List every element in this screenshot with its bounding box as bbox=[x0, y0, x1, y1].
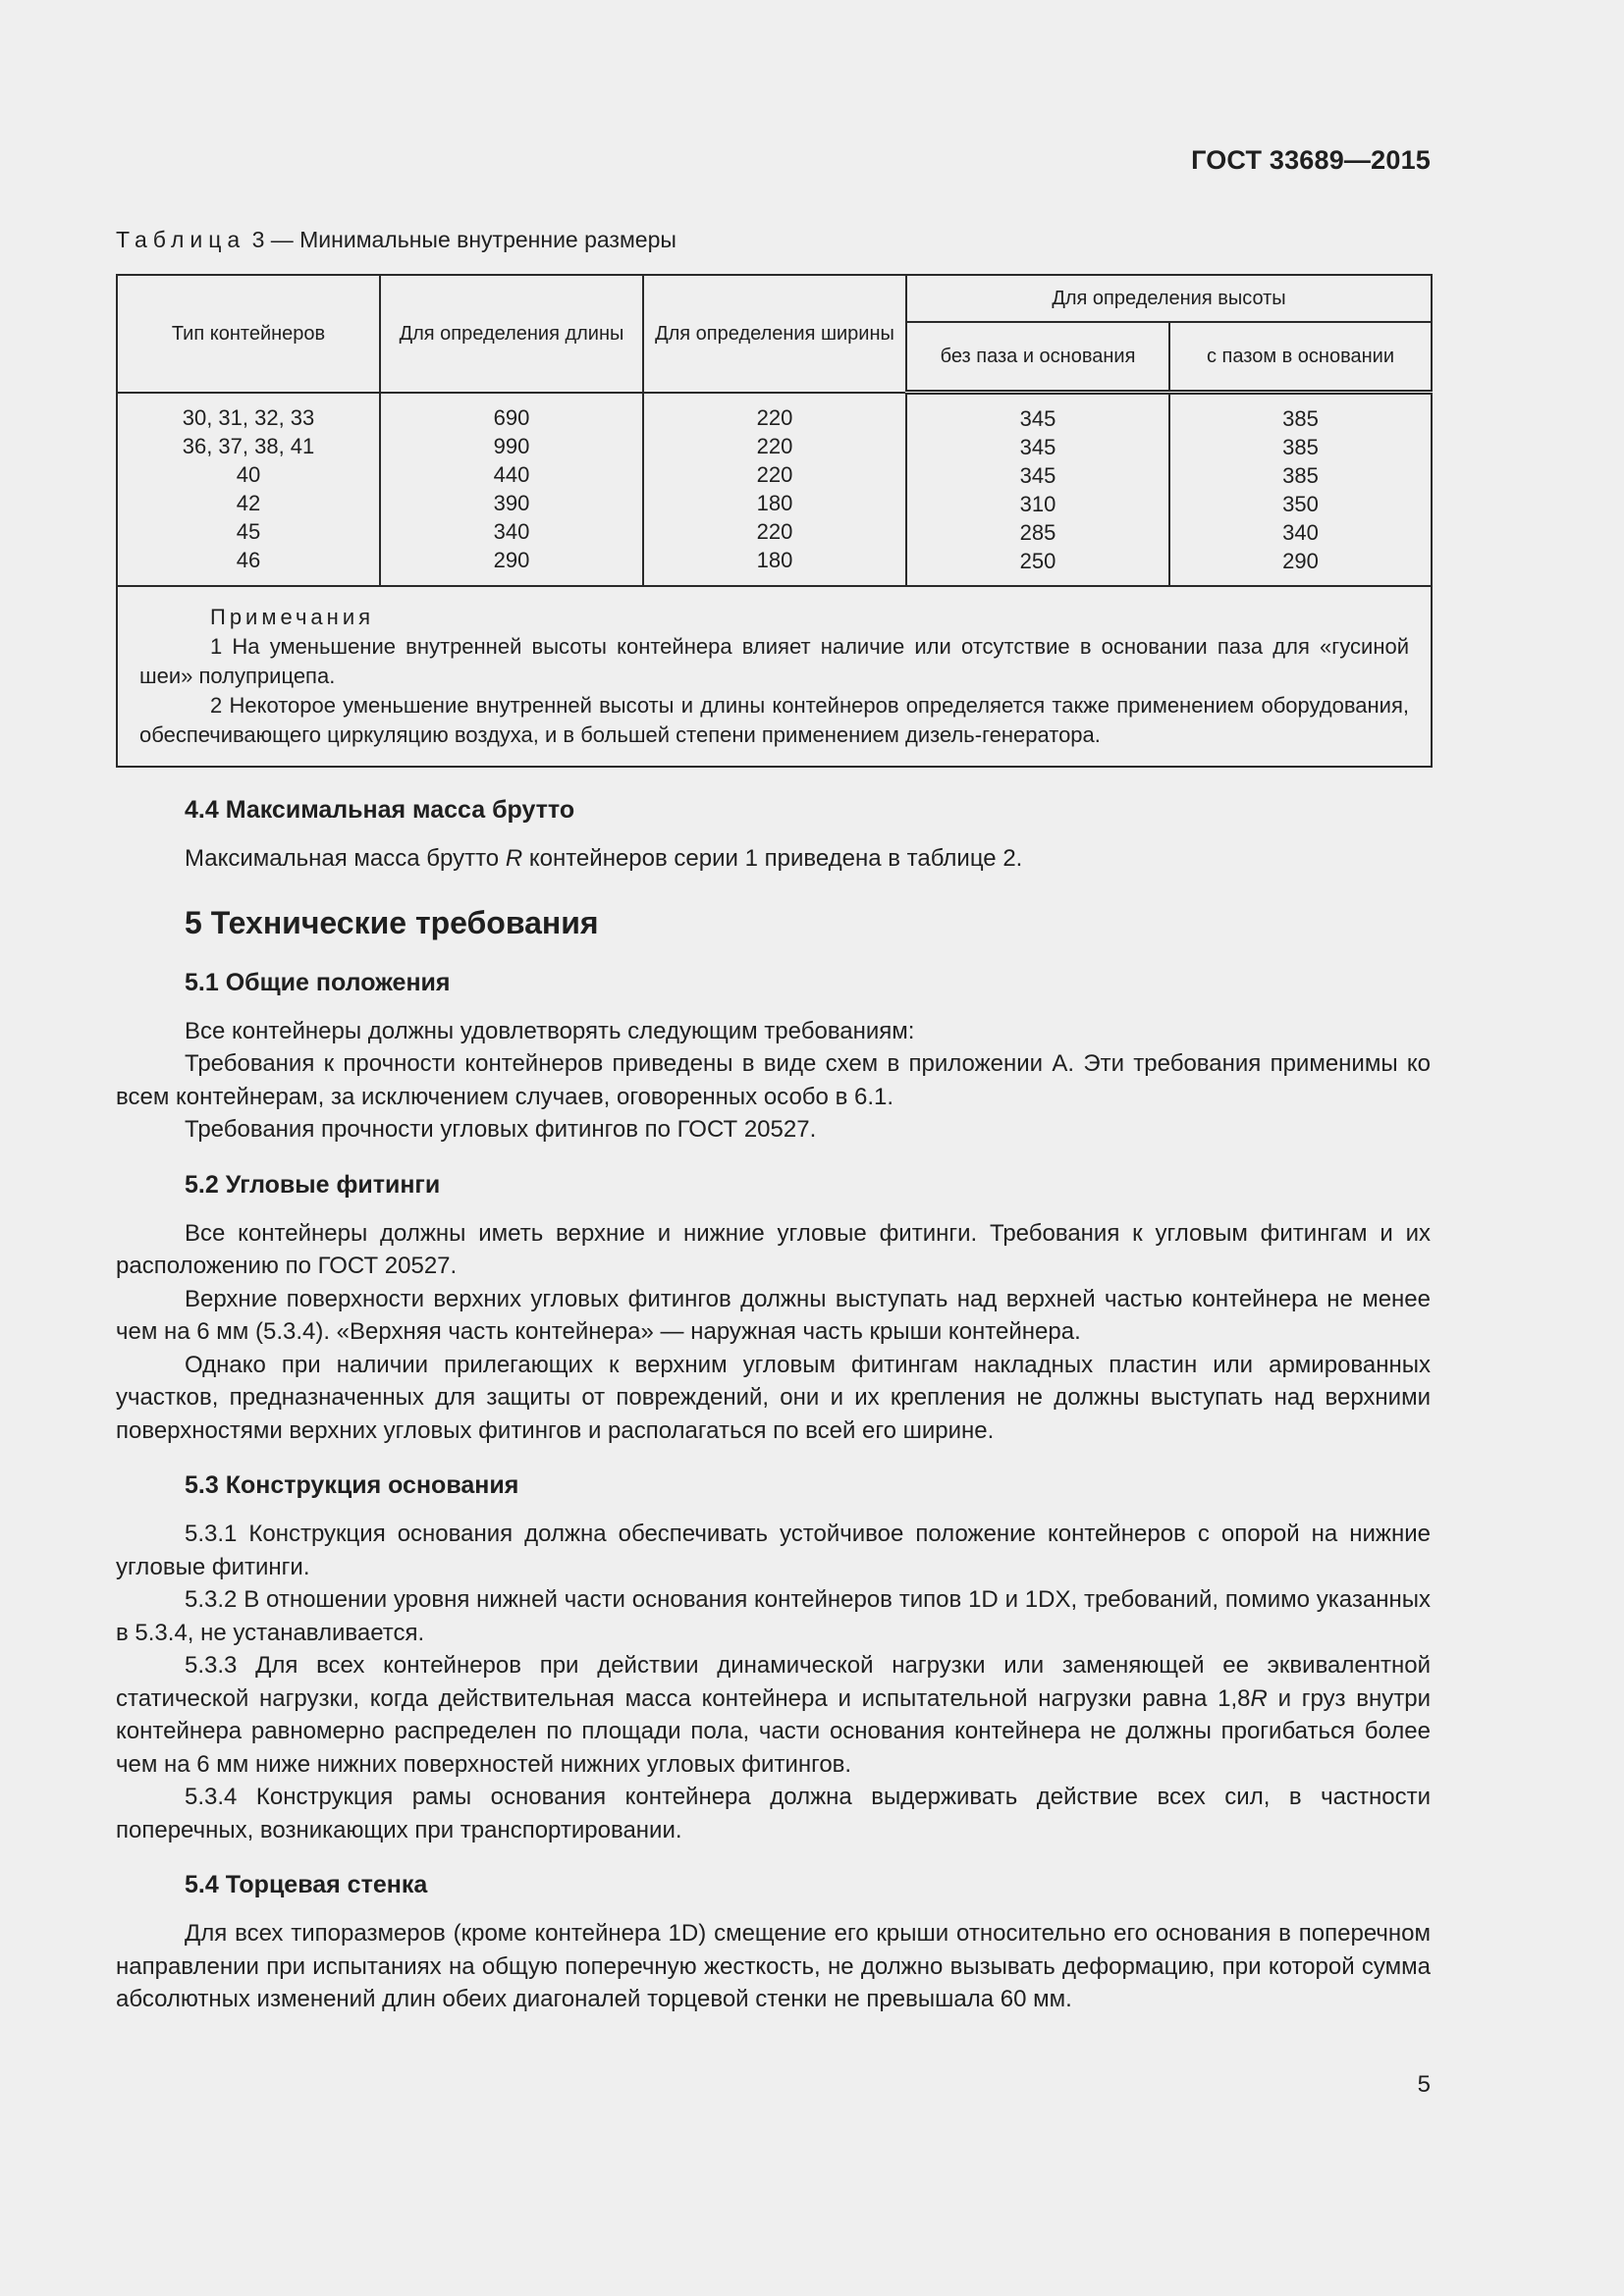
paragraph: Верхние поверхности верхних угловых фитингов должны выступать над верхней частью контейнера не менее чем на 6 мм (5.3.4). «Верхняя часть контейнера» — наружная часть крыши контейнера. bbox=[116, 1285, 1431, 1345]
table-cell: 385 bbox=[1282, 406, 1319, 431]
section-4-4-heading: 4.4 Максимальная масса брутто bbox=[185, 796, 575, 824]
table-cell: 690 bbox=[493, 404, 530, 430]
table-cell: 220 bbox=[756, 461, 793, 487]
table-cell: 46 bbox=[236, 547, 261, 572]
note-item: 2 Некоторое уменьшение внутренней высоты и длины контейнеров определяется также применением оборудования, обеспечивающего циркуляцию воздуха, и в большей степени применением дизель-генератора. bbox=[139, 693, 1409, 747]
section-5-1-heading: 5.1 Общие положения bbox=[185, 968, 451, 996]
section-5-3-heading: 5.3 Конструкция основания bbox=[185, 1471, 519, 1499]
paragraph-5-3-3 bbox=[116, 1649, 1431, 1781]
text-fragment: 5.3.3 Для всех контейнеров при действии динамической нагрузки или заменяющей ее эквивалентной статической нагрузки, когда действительная масса контейнера и испытательной нагрузки равна 1,8 bbox=[116, 1652, 1431, 1712]
table-cell: 345 bbox=[1019, 406, 1056, 431]
header-width: Для определения ширины bbox=[643, 275, 906, 393]
paragraph: Все контейнеры должны иметь верхние и нижние угловые фитинги. Требования к угловым фитингам и их расположению по ГОСТ 20527. bbox=[116, 1219, 1431, 1279]
column-height-with-groove bbox=[1169, 393, 1432, 587]
paragraph: Требования к прочности контейнеров приведены в виде схем в приложении А. Эти требования применимы ко всем контейнерам, за исключением случаев, оговоренных особо в 6.1. bbox=[116, 1050, 1431, 1110]
table-cell: 990 bbox=[493, 433, 530, 458]
paragraph: Требования прочности угловых фитингов по ГОСТ 20527. bbox=[185, 1116, 817, 1143]
header-length: Для определения длины bbox=[380, 275, 643, 393]
text-fragment: Максимальная масса брутто bbox=[185, 845, 506, 872]
section-5-heading: 5 Технические требования bbox=[185, 904, 599, 940]
table-caption-word: Таблица bbox=[116, 227, 246, 252]
paragraph: Однако при наличии прилегающих к верхним угловым фитингам накладных пластин или армированных участков, предназначенных для защиты от повреждений, они и их крепления не должны выступать над верхними поверхностями верхних угловых фитингов и располагаться по всей его ширине. bbox=[116, 1351, 1431, 1444]
table-cell: 220 bbox=[756, 518, 793, 544]
table-caption-title: 3 — Минимальные внутренние размеры bbox=[245, 227, 677, 252]
note-item: 1 На уменьшение внутренней высоты контейнера влияет наличие или отсутствие в основании паза для «гусиной шеи» полуприцепа. bbox=[139, 634, 1409, 688]
text-fragment: и груз внутри контейнера равномерно распределен по площади пола, части основания контейнера не должны прогибаться более чем на 6 мм ниже нижних поверхностей нижних угловых фитингов. bbox=[116, 1684, 1432, 1778]
table-cell: 180 bbox=[756, 490, 793, 515]
table-caption bbox=[116, 224, 1431, 255]
table-data-row bbox=[117, 393, 1432, 587]
paragraph: Все контейнеры должны удовлетворять следующим требованиям: bbox=[185, 1017, 915, 1044]
table-cell: 340 bbox=[493, 518, 530, 544]
page-content bbox=[116, 224, 1431, 2016]
header-height-no-groove: без паза и основания bbox=[906, 322, 1169, 393]
standard-code: ГОСТ 33689—2015 bbox=[1191, 145, 1431, 175]
table-cell: 340 bbox=[1282, 520, 1319, 545]
table-cell: 250 bbox=[1019, 549, 1056, 573]
table-cell: 30, 31, 32, 33 bbox=[182, 404, 315, 430]
table-cell: 310 bbox=[1019, 492, 1056, 516]
table-cell: 290 bbox=[493, 547, 530, 572]
table-cell: 385 bbox=[1282, 463, 1319, 488]
symbol-r: R bbox=[1250, 1684, 1268, 1712]
header-height-group: Для определения высоты bbox=[906, 275, 1432, 322]
table-cell: 220 bbox=[756, 404, 793, 430]
table-notes-row bbox=[117, 586, 1432, 767]
page-number: 5 bbox=[1417, 2071, 1431, 2098]
table-cell: 285 bbox=[1019, 520, 1056, 545]
table-cell: 385 bbox=[1282, 435, 1319, 459]
column-container-type bbox=[117, 393, 380, 587]
header-height-with-groove: с пазом в основании bbox=[1169, 322, 1432, 393]
min-internal-dimensions-table bbox=[116, 274, 1433, 768]
table-cell: 42 bbox=[236, 490, 261, 515]
paragraph-5-3-1: 5.3.1 Конструкция основания должна обеспечивать устойчивое положение контейнеров с опорой на нижние угловые фитинги. bbox=[116, 1521, 1431, 1580]
table-cell: 36, 37, 38, 41 bbox=[182, 433, 315, 458]
paragraph-5-3-2: 5.3.2 В отношении уровня нижней части основания контейнеров типов 1D и 1DX, требований, помимо указанных в 5.3.4, не устанавливается. bbox=[116, 1586, 1431, 1646]
table-cell: 45 bbox=[236, 518, 261, 544]
table-cell: 350 bbox=[1282, 492, 1319, 516]
table-notes bbox=[117, 586, 1432, 767]
section-4-4-paragraph bbox=[116, 842, 1431, 876]
column-height-no-groove bbox=[906, 393, 1169, 587]
table-cell: 220 bbox=[756, 433, 793, 458]
table-cell: 345 bbox=[1019, 463, 1056, 488]
section-5-4-heading: 5.4 Торцевая стенка bbox=[185, 1871, 428, 1898]
table-cell: 390 bbox=[493, 490, 530, 515]
table-cell: 440 bbox=[493, 461, 530, 487]
header-container-type: Тип контейнеров bbox=[117, 275, 380, 393]
notes-title: Примечания bbox=[210, 605, 375, 629]
table-cell: 40 bbox=[236, 461, 261, 487]
table-cell: 180 bbox=[756, 547, 793, 572]
symbol-r: R bbox=[505, 845, 523, 872]
table-cell: 290 bbox=[1282, 549, 1319, 573]
text-fragment: контейнеров серии 1 приведена в таблице 2. bbox=[522, 845, 1023, 872]
table-cell: 345 bbox=[1019, 435, 1056, 459]
column-width bbox=[643, 393, 906, 587]
section-5-2-heading: 5.2 Угловые фитинги bbox=[185, 1170, 441, 1199]
paragraph: Для всех типоразмеров (кроме контейнера 1D) смещение его крыши относительно его основания в поперечном направлении при испытаниях на общую поперечную жесткость, не должно вызывать деформацию, при которой сумма абсолютных изменений длин обеих диагоналей торцевой стенки не превышала 60 мм. bbox=[116, 1920, 1431, 2012]
paragraph-5-3-4: 5.3.4 Конструкция рамы основания контейнера должна выдерживать действие всех сил, в частности поперечных, возникающих при транспортировании. bbox=[116, 1784, 1431, 1843]
column-length bbox=[380, 393, 643, 587]
